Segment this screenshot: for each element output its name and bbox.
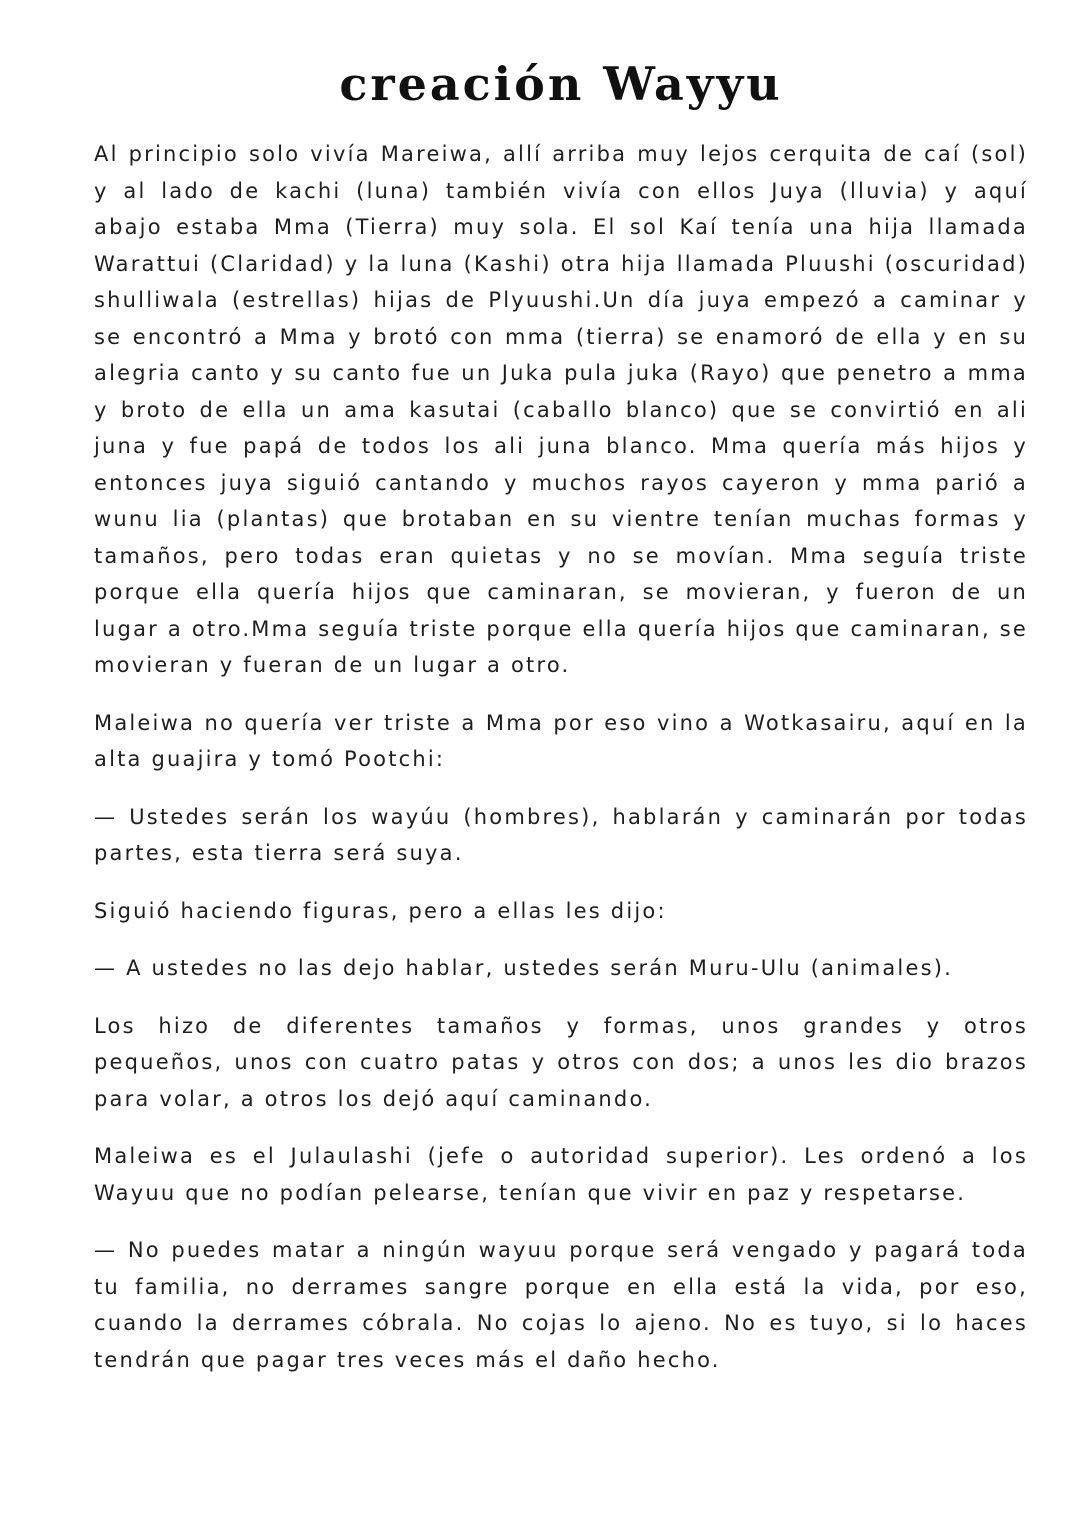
paragraph-laws: — No puedes matar a ningún wayuu porque será vengado y pagará toda tu familia, no derrames sangre porque en ella está la vida, por eso, cuando la derrames cóbrala. No cojas lo ajeno. No es tuyo, si lo haces tendrán que pagar tres veces más el daño hecho.: [94, 1238, 1028, 1372]
paragraph-animal-forms: Los hizo de diferentes tamaños y formas, unos grandes y otros pequeños, unos con cuatro patas y otros con dos; a unos les dio brazos para volar, a otros los dejó aquí caminando.: [94, 1013, 1028, 1111]
document-page: [94, 52, 1028, 1399]
document-title: creación Wayyu: [339, 57, 783, 111]
paragraph-more-figures: Siguió haciendo figuras, pero a ellas les dijo:: [94, 898, 667, 923]
paragraph-origin-story: Al principio solo vivía Mareiwa, allí arriba muy lejos cerquita de caí (sol) y al lado de kachi (luna) también vivía con ellos Juya (lluvia) y aquí abajo estaba Mma (Tierra) muy sola. El sol Kaí tenía una hija llamada Warattui (Claridad) y la luna (Kashi) otra hija llamada Pluushi (oscuridad) shulliwala (estrellas) hijas de Plyuushi.Un día juya empezó a caminar y se encontró a Mma y brotó con mma (tierra) se enamoró de ella y en su alegria canto y su canto fue un Juka pula juka (Rayo) que penetro a mma y broto de ella un ama kasutai (caballo blanco) que se convirtió en ali juna y fue papá de todos los ali juna blanco. Mma quería más hijos y entonces juya siguió cantando y muchos rayos cayeron y mma parió a wunu lia (plantas) que brotaban en su vientre tenían muchas formas y tamaños, pero todas eran quietas y no se movían. Mma seguía triste porque ella quería hijos que caminaran, se movieran, y fueron de un lugar a otro.Mma seguía triste porque ella quería hijos que caminaran, se movieran y fueran de un lugar a otro.: [94, 142, 1028, 677]
paragraph-julaulashi: Maleiwa es el Julaulashi (jefe o autoridad superior). Les ordenó a los Wayuu que no podían pelearse, tenían que vivir en paz y respetarse.: [94, 1144, 1028, 1205]
paragraph-animals: — A ustedes no las dejo hablar, ustedes serán Muru-Ulu (animales).: [94, 956, 953, 980]
paragraph-maleiwa-arrival: Maleiwa no quería ver triste a Mma por eso vino a Wotkasairu, aquí en la alta guajira y tomó Pootchi:: [94, 710, 1028, 771]
paragraph-wayuu-creation: — Ustedes serán los wayúu (hombres), hablarán y caminarán por todas partes, esta tierra será suya.: [94, 804, 1028, 865]
